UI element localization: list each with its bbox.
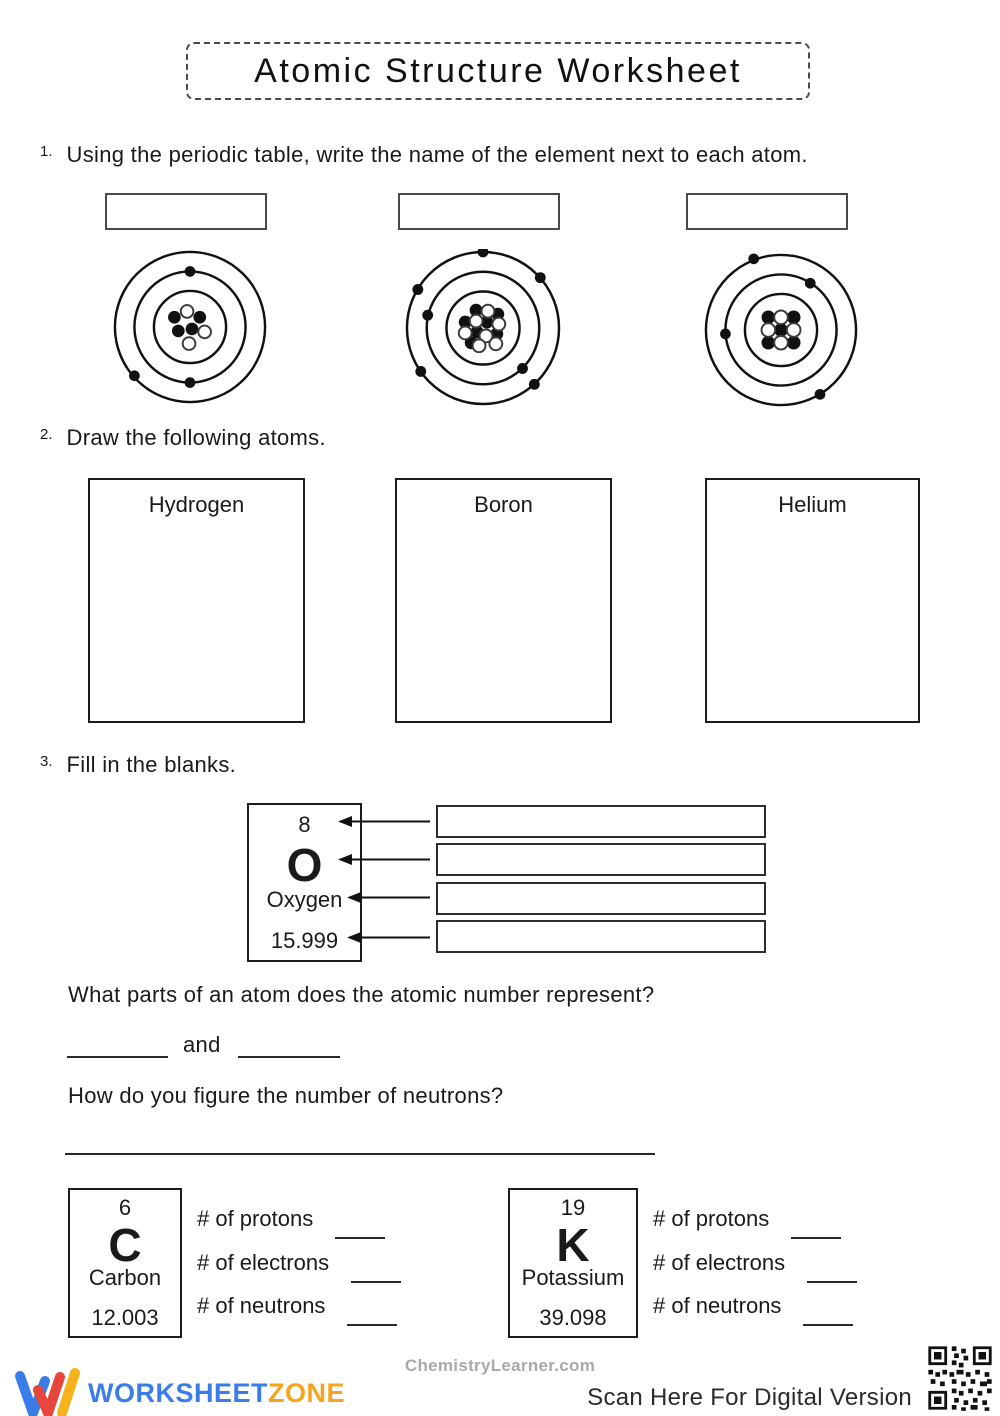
title-box (186, 42, 810, 100)
draw-box-label: Boron (474, 492, 533, 517)
arrow-to-symbol (338, 853, 430, 866)
atomic-number-question: What parts of an atom does the atomic number represent? (68, 982, 655, 1007)
question-2 (40, 425, 326, 451)
answer-box-atom-3[interactable] (686, 193, 848, 230)
answer-box-atom-2[interactable] (398, 193, 560, 230)
answer-blank-1[interactable] (67, 1038, 168, 1058)
page-title: Atomic Structure Worksheet (254, 51, 742, 90)
fill-blank-box-symbol[interactable] (436, 843, 766, 876)
scan-here-text: Scan Here For Digital Version (587, 1384, 912, 1411)
electrons (129, 266, 195, 388)
carbon-element-tile (68, 1188, 182, 1338)
draw-box-label: Hydrogen (148, 492, 245, 517)
question-3-number: 3. (40, 753, 53, 770)
answer-blank-2[interactable] (238, 1038, 340, 1058)
and-label: and (183, 1032, 221, 1057)
potassium-symbol: K (556, 1219, 590, 1271)
neutrons-question: How do you figure the number of neutrons? (68, 1083, 504, 1108)
oxygen-atomic-number: 8 (298, 812, 311, 837)
nucleus (168, 305, 211, 350)
question-3 (40, 752, 236, 778)
answer-box-atom-1[interactable] (105, 193, 267, 230)
draw-box-hydrogen[interactable] (88, 478, 305, 723)
protons-label: # of protons (197, 1206, 314, 1231)
neutrons-answer-line[interactable] (65, 1135, 655, 1155)
arrow-to-name (347, 891, 430, 904)
protons-blank[interactable] (791, 1237, 841, 1239)
neutrons-label: # of neutrons (653, 1293, 782, 1318)
potassium-electrons-row (653, 1250, 857, 1276)
arrow-to-atomic-number (338, 815, 430, 828)
protons-blank[interactable] (335, 1237, 385, 1239)
electrons-label: # of electrons (197, 1250, 330, 1275)
bohr-model-lithium (112, 249, 268, 405)
worksheet-zone-logo-icon (14, 1368, 80, 1416)
electrons-blank[interactable] (351, 1281, 401, 1283)
fill-blank-box-name[interactable] (436, 882, 766, 915)
question-1-number: 1. (40, 143, 53, 160)
question-2-text: Draw the following atoms. (66, 425, 326, 450)
electrons-blank[interactable] (807, 1281, 857, 1283)
qr-code (926, 1344, 994, 1412)
neutrons-blank[interactable] (347, 1324, 397, 1326)
potassium-protons-row (653, 1206, 841, 1232)
question-2-number: 2. (40, 426, 53, 443)
question-3-text: Fill in the blanks. (66, 752, 237, 777)
electrons-label: # of electrons (653, 1250, 786, 1275)
draw-box-helium[interactable] (705, 478, 920, 723)
draw-box-label: Helium (778, 492, 847, 517)
oxygen-name: Oxygen (266, 887, 343, 912)
bohr-model-nitrogen (404, 249, 562, 407)
oxygen-atomic-mass: 15.999 (270, 928, 339, 953)
potassium-neutrons-row (653, 1293, 853, 1319)
carbon-name: Carbon (88, 1265, 162, 1290)
logo-text-worksheet: WORKSHEET (88, 1377, 268, 1408)
carbon-symbol: C (108, 1219, 142, 1271)
neutrons-blank[interactable] (803, 1324, 853, 1326)
fill-blank-box-mass[interactable] (436, 920, 766, 953)
carbon-electrons-row (197, 1250, 401, 1276)
carbon-atomic-number: 6 (118, 1195, 132, 1220)
nucleus (762, 311, 801, 350)
protons-label: # of protons (653, 1206, 770, 1231)
potassium-name: Potassium (521, 1265, 625, 1290)
site-credit: ChemistryLearner.com (404, 1356, 596, 1375)
draw-box-boron[interactable] (395, 478, 612, 723)
worksheet-zone-logo (14, 1368, 345, 1416)
bohr-model-beryllium (703, 252, 859, 408)
logo-text-zone: ZONE (268, 1377, 346, 1408)
carbon-protons-row (197, 1206, 385, 1232)
potassium-atomic-mass: 39.098 (539, 1305, 607, 1330)
arrow-to-mass (347, 931, 430, 944)
carbon-atomic-mass: 12.003 (91, 1305, 159, 1330)
carbon-neutrons-row (197, 1293, 397, 1319)
neutrons-label: # of neutrons (197, 1293, 326, 1318)
question-1 (40, 142, 808, 168)
potassium-atomic-number: 19 (560, 1195, 586, 1220)
nucleus (459, 304, 505, 352)
oxygen-symbol: O (286, 839, 323, 891)
question-1-text: Using the periodic table, write the name of the element next to each atom. (66, 142, 808, 167)
fill-blank-box-atomic-number[interactable] (436, 805, 766, 838)
potassium-element-tile (508, 1188, 638, 1338)
